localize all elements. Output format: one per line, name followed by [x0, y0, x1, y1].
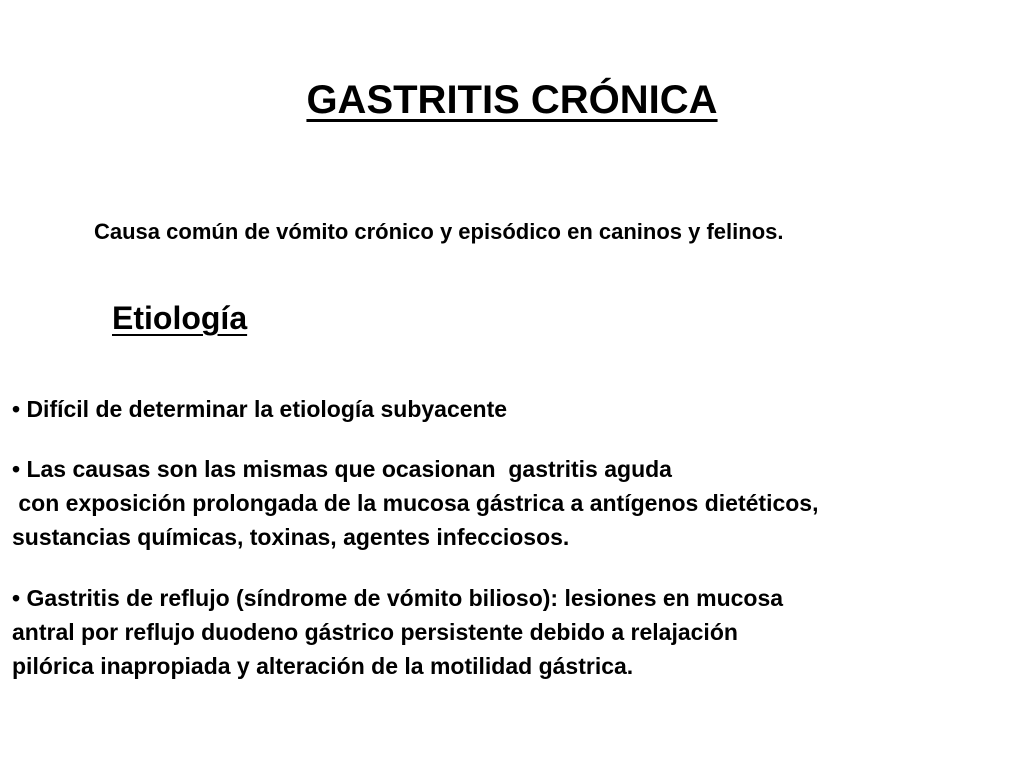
slide-subtitle: Causa común de vómito crónico y episódico en caninos y felinos.	[94, 219, 784, 244]
bullet-item	[12, 452, 1016, 554]
bullet-line: • Las causas son las mismas que ocasionan gastritis aguda	[12, 456, 672, 482]
bullet-line: • Difícil de determinar la etiología subyacente	[12, 396, 508, 422]
bullet-line: antral por reflujo duodeno gástrico persistente debido a relajación	[12, 619, 738, 645]
section-heading-etiologia: Etiología	[112, 300, 248, 336]
bullet-list	[12, 392, 1016, 683]
bullet-line: • Gastritis de reflujo (síndrome de vómito bilioso): lesiones en mucosa	[12, 585, 784, 611]
bullet-line: pilórica inapropiada y alteración de la motilidad gástrica.	[12, 653, 634, 679]
bullet-item	[12, 392, 1016, 426]
bullet-item	[12, 581, 1016, 683]
bullet-line: con exposición prolongada de la mucosa gástrica a antígenos dietéticos,	[12, 490, 819, 516]
bullet-line: sustancias químicas, toxinas, agentes infecciosos.	[12, 524, 570, 550]
slide-title: GASTRITIS CRÓNICA	[306, 78, 718, 122]
